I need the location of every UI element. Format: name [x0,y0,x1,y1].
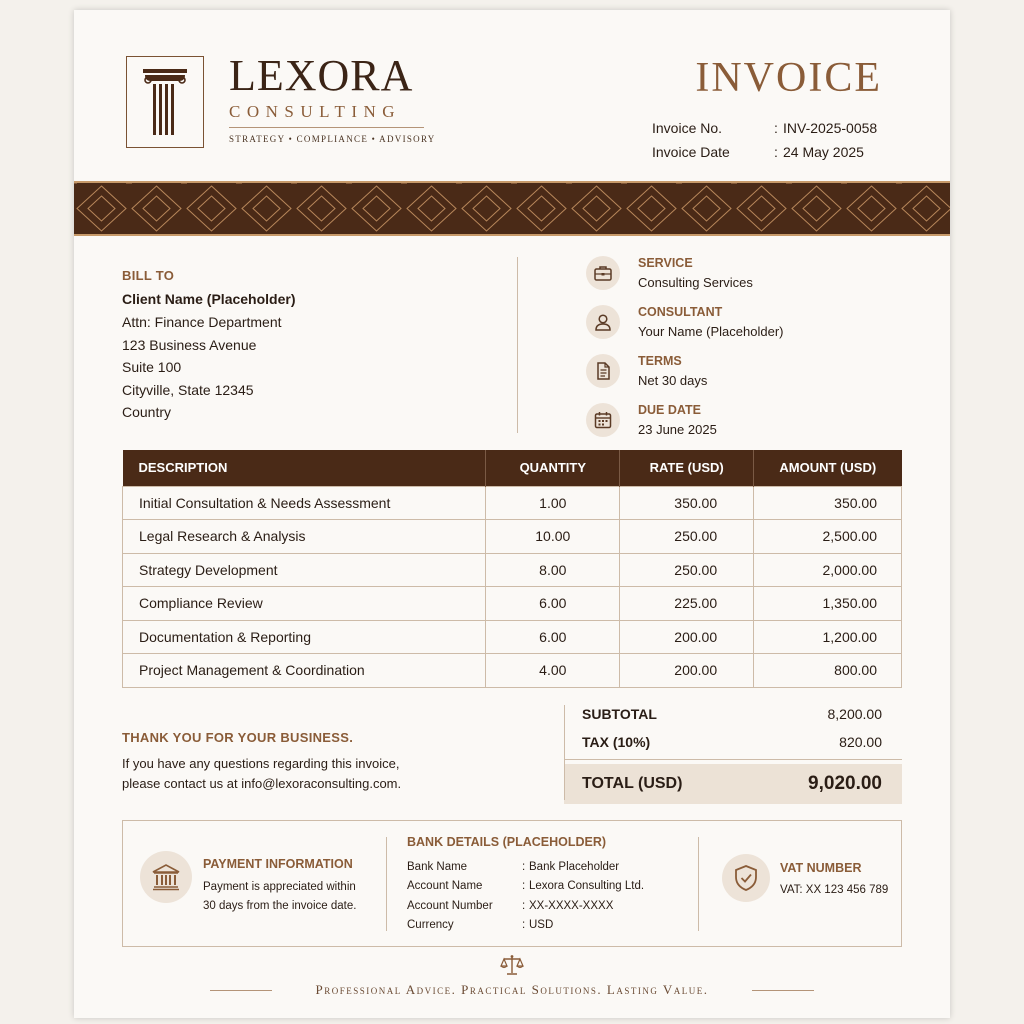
invoice-title: INVOICE [695,55,882,101]
invoice-number-row [652,116,877,140]
info-label: TERMS [638,354,682,368]
bank-icon [140,851,192,903]
table-row [123,486,902,520]
header-amount: AMOUNT (USD) [754,450,902,486]
user-icon [586,305,620,339]
info-label: SERVICE [638,256,693,270]
briefcase-icon [586,256,620,290]
table-header-row [123,450,902,486]
info-value: Net 30 days [638,373,708,388]
payment-box [122,820,902,947]
cell-quantity: 10.00 [486,520,620,554]
cell-description: Legal Research & Analysis [123,520,486,554]
cell-quantity: 6.00 [486,587,620,621]
info-value: Consulting Services [638,275,753,290]
table-row [123,620,902,654]
invoice-date: 24 May 2025 [783,144,864,160]
cell-quantity: 1.00 [486,486,620,520]
tax-label: TAX (10%) [582,734,651,750]
payment-info-text [203,878,356,916]
cell-amount: 1,200.00 [754,620,902,654]
separator: : [522,899,526,912]
subtotal-value: 8,200.00 [827,706,882,722]
cell-amount: 350.00 [754,486,902,520]
separator: : [774,144,778,160]
brand-name: LEXORA [229,51,414,100]
address-line: Attn: Finance Department [122,314,282,330]
bank-row [407,857,644,877]
vertical-divider [517,257,518,433]
info-value: 23 June 2025 [638,422,717,437]
brand-tagline: STRATEGY • COMPLIANCE • ADVISORY [229,134,436,144]
invoice-number: INV-2025-0058 [783,120,878,136]
bank-key: Account Number [407,899,493,912]
table-row [123,520,902,554]
tax-value: 820.00 [839,734,882,750]
bill-to-section [122,268,296,420]
bank-value: XX-XXXX-XXXX [529,899,614,912]
cell-rate: 350.00 [620,486,754,520]
client-name: Client Name (Placeholder) [122,291,296,307]
cell-description: Project Management & Coordination [123,654,486,688]
payment-divider [386,837,387,931]
decorative-band [74,181,950,236]
separator: : [522,880,526,893]
thank-you-title: THANK YOU FOR YOUR BUSINESS. [122,730,354,745]
bank-row [407,896,644,916]
bank-key: Currency [407,919,454,932]
info-label: DUE DATE [638,403,701,417]
header-quantity: QUANTITY [486,450,620,486]
address-line: 123 Business Avenue [122,336,257,353]
cell-description: Documentation & Reporting [123,620,486,654]
cell-amount: 1,350.00 [754,587,902,621]
address-line: Country [122,404,172,420]
header-rate: RATE (USD) [620,450,754,486]
logo [126,56,204,148]
cell-quantity: 4.00 [486,654,620,688]
invoice-date-label: Invoice Date [652,144,730,160]
cell-amount: 2,500.00 [754,520,902,554]
separator: : [522,919,526,932]
cell-quantity: 8.00 [486,553,620,587]
info-value: Your Name (Placeholder) [638,324,784,339]
bank-details [407,857,644,935]
bank-row [407,877,644,897]
bank-details-label: BANK DETAILS (PLACEHOLDER) [407,835,607,849]
cell-description: Strategy Development [123,553,486,587]
bank-value: Lexora Consulting Ltd. [529,880,645,893]
cell-description: Initial Consultation & Needs Assessment [123,486,486,520]
cell-quantity: 6.00 [486,620,620,654]
address-line: Suite 100 [122,359,182,375]
brand-block [229,51,436,144]
scales-icon [500,954,524,981]
totals-block [564,700,902,804]
separator: : [522,860,526,873]
cell-rate: 200.00 [620,654,754,688]
brand-divider [229,127,424,128]
vat-divider [698,837,699,931]
cell-rate: 250.00 [620,553,754,587]
shield-check-icon [722,854,770,902]
payment-line: 30 days from the invoice date. [203,900,357,912]
separator: : [774,120,778,136]
footer-slogan: Professional Advice. Practical Solutions. Lasting Value. [315,982,709,997]
bank-key: Account Name [407,880,483,893]
invoice-number-label: Invoice No. [652,120,723,136]
cell-rate: 200.00 [620,620,754,654]
bank-key: Bank Name [407,860,468,873]
bank-row [407,916,644,936]
cell-amount: 2,000.00 [754,553,902,587]
cell-description: Compliance Review [123,587,486,621]
invoice-page [74,10,950,1018]
thank-you-message [122,754,422,794]
cell-rate: 225.00 [620,587,754,621]
tax-row [564,728,902,756]
header-description: DESCRIPTION [123,450,486,486]
thank-you-section [122,730,422,794]
thank-you-line: If you have any questions regarding this invoice, [122,756,400,771]
table-row [123,553,902,587]
cell-amount: 800.00 [754,654,902,688]
column-icon [141,69,189,135]
total-row [564,764,902,804]
totals-left-rule [564,705,565,800]
calendar-icon [586,403,620,437]
brand-subtitle: CONSULTING [229,102,402,121]
info-label: CONSULTANT [638,305,723,319]
address-line: Cityville, State 12345 [122,381,254,398]
table-row [123,587,902,621]
vat-label: VAT NUMBER [780,861,862,875]
thank-you-line: please contact us at info@lexoraconsulting.com. [122,776,402,791]
line-items-table [122,450,902,688]
invoice-meta [652,116,877,164]
bank-value: USD [529,919,554,932]
total-label: TOTAL (USD) [582,775,683,792]
bill-to-label: BILL TO [122,268,175,283]
payment-info-label: PAYMENT INFORMATION [203,857,353,871]
vat-value: VAT: XX 123 456 789 [780,884,889,896]
document-icon [586,354,620,388]
invoice-date-row [652,140,877,164]
total-value: 9,020.00 [808,773,882,794]
totals-divider [564,759,902,760]
subtotal-label: SUBTOTAL [582,706,657,722]
table-row [123,654,902,688]
cell-rate: 250.00 [620,520,754,554]
payment-line: Payment is appreciated within [203,881,356,893]
subtotal-row [564,700,902,728]
bank-value: Bank Placeholder [529,860,620,873]
